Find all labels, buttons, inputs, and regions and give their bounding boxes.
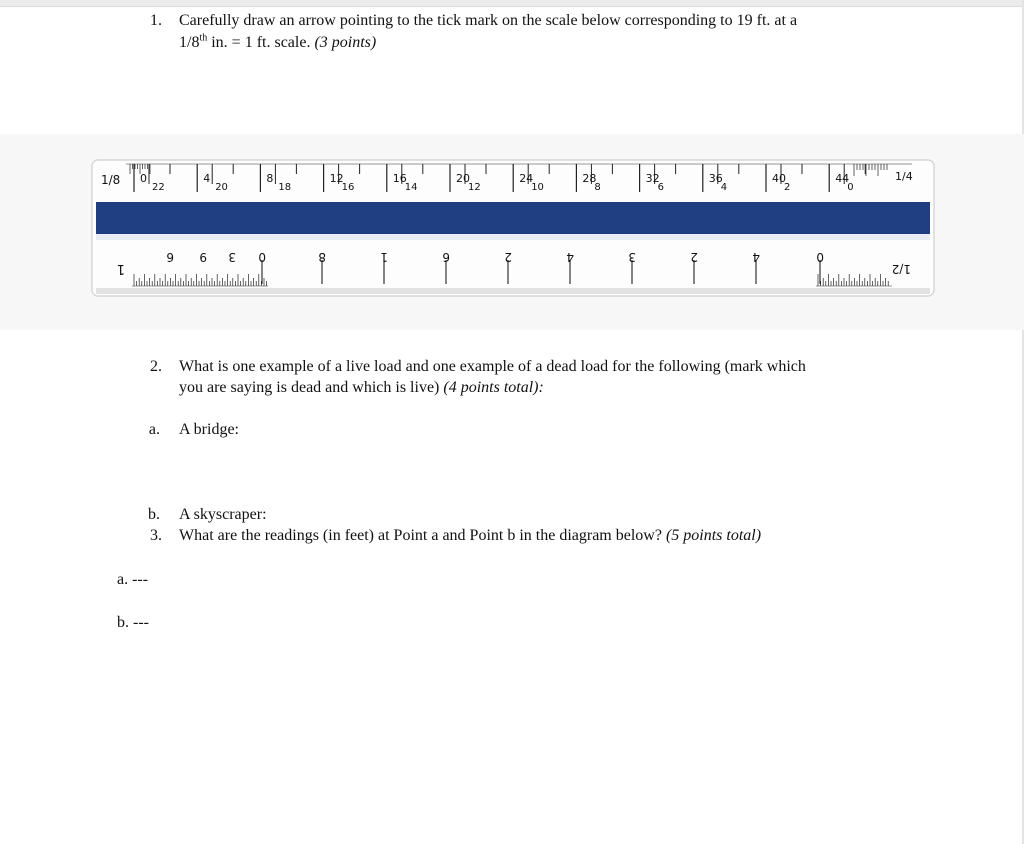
question-1-line-2 bbox=[179, 32, 376, 53]
question-2-line-1: What is one example of a live load and one example of a dead load for the following (mark which bbox=[179, 358, 806, 375]
top-scale-number: 16 bbox=[392, 172, 407, 185]
bottom-scale-number: 0 bbox=[816, 250, 824, 264]
top-scale-reverse-number: 4 bbox=[720, 182, 728, 193]
top-scale-reverse-number: 6 bbox=[657, 182, 664, 193]
scale-fraction: 1/8 bbox=[179, 34, 200, 51]
top-scale-number: 32 bbox=[645, 172, 660, 185]
question-2-line-2-text: you are saying is dead and which is live) bbox=[179, 379, 444, 396]
bottom-scale-number: 3 bbox=[228, 250, 236, 264]
scale-text: in. = 1 ft. scale. bbox=[207, 34, 315, 51]
bottom-scale-number: 6 bbox=[166, 250, 174, 264]
ruler-stripe-edge bbox=[96, 234, 930, 240]
ruler-bottom-shadow bbox=[96, 288, 930, 294]
top-scale-number: 4 bbox=[203, 172, 211, 185]
question-2-points: (4 points total): bbox=[443, 379, 544, 396]
question-3-number: 3. bbox=[150, 527, 162, 544]
top-scale-reverse-number: 14 bbox=[404, 182, 418, 193]
top-left-scale-label: 1/8 bbox=[101, 173, 121, 187]
top-scale-number: 28 bbox=[582, 172, 597, 185]
bottom-scale-number: 8 bbox=[318, 250, 326, 264]
bottom-scale-number: 4 bbox=[752, 250, 760, 264]
bottom-scale-number: 0 bbox=[258, 250, 266, 264]
top-scale-reverse-number: 8 bbox=[594, 182, 601, 193]
answer-b[interactable]: b. --- bbox=[117, 614, 149, 631]
bottom-scale-number: 2 bbox=[504, 250, 512, 264]
bottom-scale-number: 6 bbox=[442, 250, 450, 264]
top-scale-reverse-number: 16 bbox=[341, 182, 355, 193]
top-scale-reverse-number: 12 bbox=[468, 182, 481, 193]
top-scale-reverse-number: 2 bbox=[784, 182, 791, 193]
architect-scale-ruler bbox=[0, 134, 1024, 330]
bottom-scale-number: 9 bbox=[199, 250, 207, 264]
question-2-number: 2. bbox=[150, 358, 162, 375]
architect-scale-image bbox=[0, 134, 1024, 330]
top-scale-number: 24 bbox=[519, 172, 534, 185]
question-2a-text: A bridge: bbox=[179, 421, 239, 438]
question-2-line-2 bbox=[179, 377, 544, 398]
bottom-scale-number: 4 bbox=[566, 250, 574, 264]
bottom-scale-number: 3 bbox=[628, 250, 636, 264]
bottom-scale-number: 2 bbox=[690, 250, 698, 264]
ruler-blue-stripe bbox=[96, 202, 930, 234]
question-2a-label: a. bbox=[148, 421, 160, 438]
top-scale-number: 20 bbox=[456, 172, 470, 185]
question-3-points: (5 points total) bbox=[665, 527, 762, 544]
top-scale-number: 40 bbox=[772, 172, 786, 185]
top-scale-reverse-number: 22 bbox=[152, 182, 165, 193]
question-1-number: 1. bbox=[150, 12, 162, 29]
bottom-right-scale-label: 1/2 bbox=[891, 262, 911, 276]
top-scale-reverse-number: 20 bbox=[215, 182, 228, 193]
top-scale-reverse-number: 18 bbox=[278, 182, 292, 193]
question-3-question: What are the readings (in feet) at Point a and Point b in the diagram below? bbox=[179, 527, 666, 544]
question-3-text bbox=[179, 525, 761, 546]
question-2b-label: b. bbox=[148, 506, 160, 523]
top-scale-reverse-number: 0 bbox=[847, 182, 854, 193]
top-scale-number: 12 bbox=[329, 172, 344, 185]
bottom-left-scale-label: 1 bbox=[116, 261, 125, 276]
top-right-scale-label: 1/4 bbox=[895, 170, 913, 183]
top-scale-number: 36 bbox=[708, 172, 723, 185]
question-1-line-1: Carefully draw an arrow pointing to the tick mark on the scale below corresponding to 19 ft. at a bbox=[179, 12, 798, 29]
bottom-scale-number: 1 bbox=[380, 250, 388, 264]
top-scale-number: 44 bbox=[835, 172, 850, 185]
top-scale-number: 8 bbox=[266, 172, 274, 185]
top-scale-reverse-number: 10 bbox=[531, 182, 544, 193]
page-top-border bbox=[0, 0, 1024, 7]
question-2b-text: A skyscraper: bbox=[179, 506, 267, 523]
scale-fraction-superscript: th bbox=[199, 32, 208, 44]
question-1-points: (3 points) bbox=[314, 34, 377, 51]
top-scale-number: 0 bbox=[140, 172, 147, 185]
answer-a[interactable]: a. --- bbox=[117, 571, 149, 588]
